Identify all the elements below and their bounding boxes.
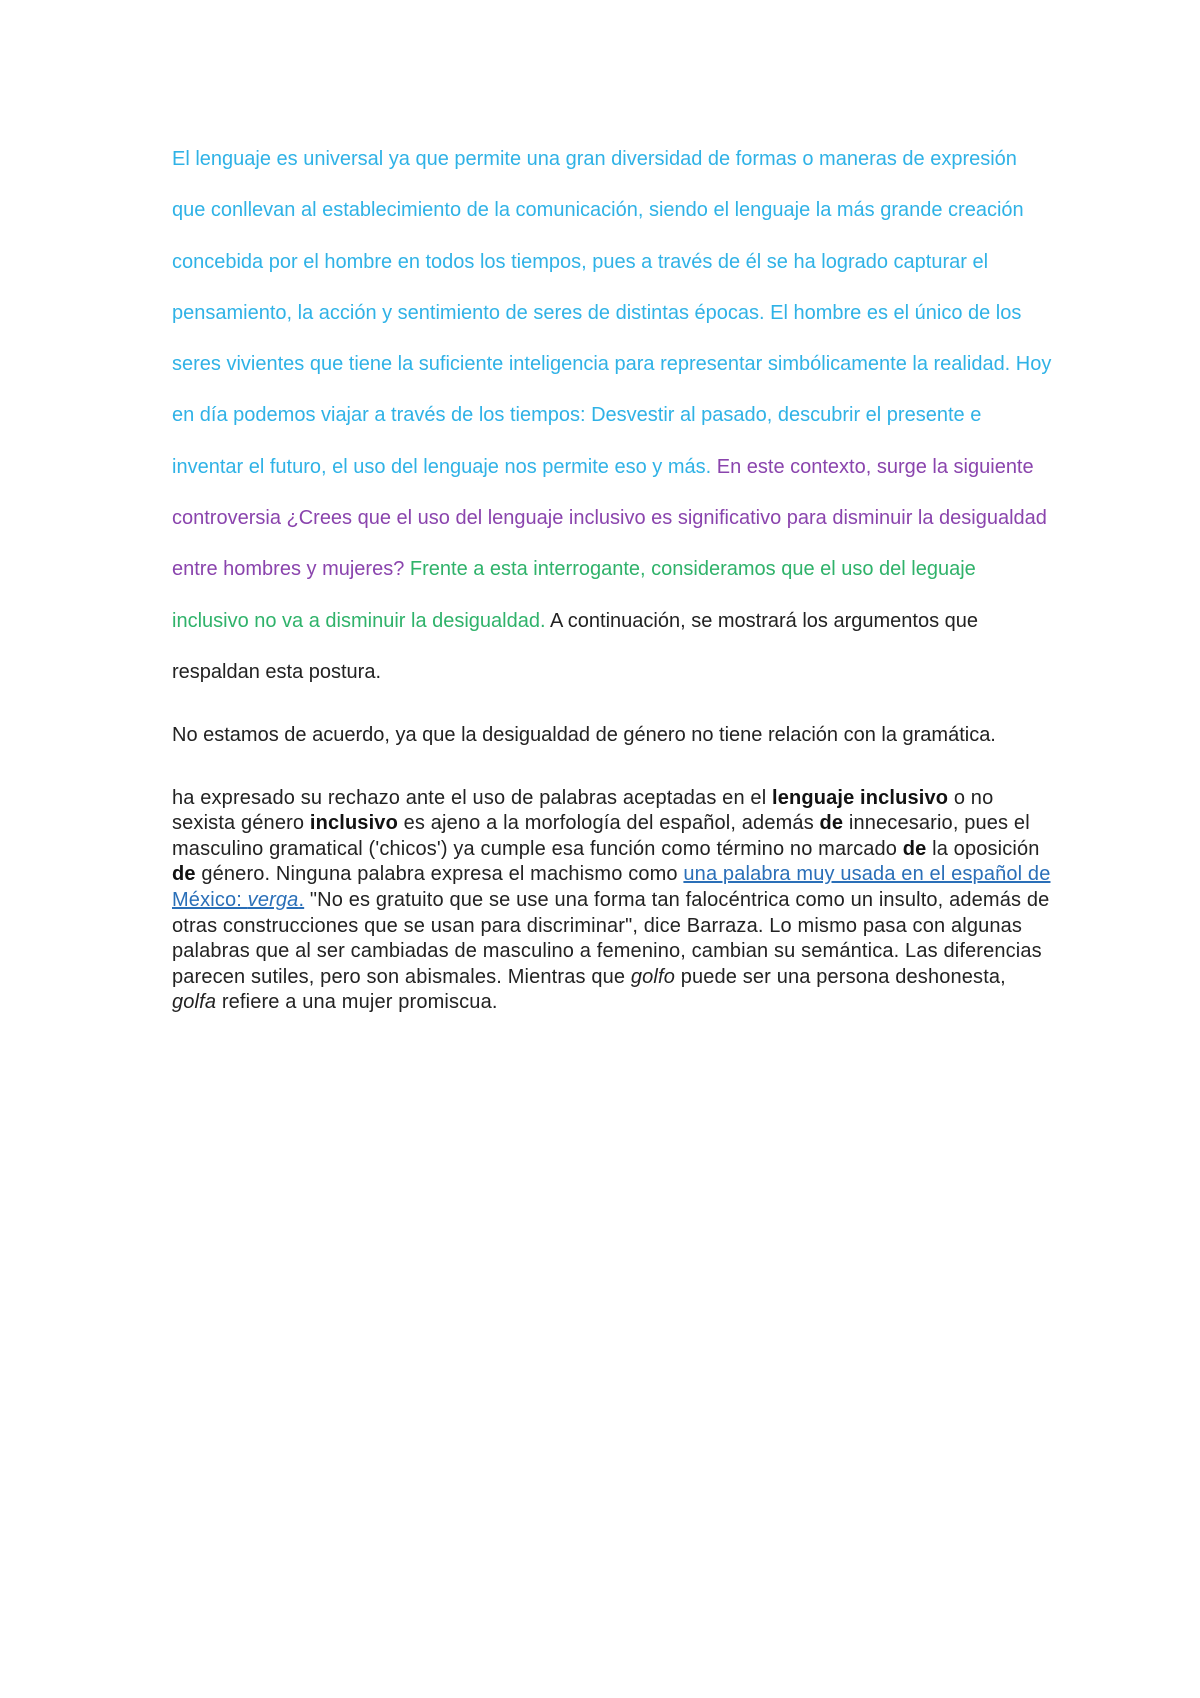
argument-paragraph: No estamos de acuerdo, ya que la desigualdad de género no tiene relación con la gramática.	[172, 724, 996, 747]
link-end: .	[298, 888, 305, 911]
intro-paragraph	[172, 134, 1052, 698]
bold-term: lenguaje inclusivo	[772, 786, 949, 809]
quote-text: género. Ninguna palabra expresa el machismo como	[195, 863, 684, 886]
quote-text: puede ser una persona deshonesta,	[674, 965, 1006, 988]
italic-term: golfo	[630, 965, 675, 988]
intro-text-cyan: El lenguaje es universal ya que permite una gran diversidad de formas o maneras de expresión que conllevan al establecimiento de la comunicación, siendo el lenguaje la más grande creación concebida por el hombre en todos los tiempos, pues a través de él se ha logrado capturar el pensamiento, la acción y sentimiento de seres de distintas épocas. El hombre es el único de los seres vivientes que tiene la suficiente inteligencia para representar simbólicamente la realidad. Hoy en día podemos viajar a través de los tiempos: Desvestir al pasado, descubrir el presente e inventar el futuro, el uso del lenguaje nos permite eso y más.	[172, 148, 1052, 478]
bold-term: de	[172, 863, 196, 886]
link-italic-word: verga	[247, 888, 299, 911]
quote-text: ha expresado su rechazo ante el uso de palabras aceptadas en el	[172, 786, 773, 809]
controversy-question: En este contexto, surge la siguiente controversia ¿Crees que el uso del lenguaje inclusivo es significativo para disminuir la desigualdad entre hombres y mujeres?	[172, 455, 1047, 581]
quoted-paragraph	[172, 786, 1052, 1016]
quote-text: "No es gratuito que se use una forma tan falocéntrica como un insulto, además de otras construcciones que se usan para discriminar", dice Barraza. Lo mismo pasa con algunas palabras que al ser cambiadas de masculino a femenino, cambian su semántica. Las diferencias parecen sutiles, pero son abismales. Mientras que	[172, 888, 1050, 988]
stance-statement: Frente a esta interrogante, consideramos que el uso del leguaje inclusivo no va a disminuir la desigualdad.	[172, 558, 976, 632]
italic-term: golfa	[172, 991, 217, 1014]
quote-text: la oposición	[926, 837, 1040, 860]
quote-text: es ajeno a la morfología del español, además	[397, 812, 820, 835]
intro-closing: A continuación, se mostrará los argumentos que respaldan esta postura.	[172, 609, 979, 683]
document-body	[172, 134, 1052, 1016]
bold-term: de	[902, 837, 927, 860]
quote-text: refiere a una mujer promiscua.	[216, 991, 498, 1014]
bold-term: de	[819, 812, 844, 835]
link-text: una palabra muy usada en el español de México:	[172, 863, 1051, 911]
bold-term: inclusivo	[309, 812, 398, 835]
quote-text: innecesario, pues el masculino gramatical ('chicos') ya cumple esa función como término no marcado	[172, 812, 1030, 860]
quote-text: o no sexista género	[172, 786, 994, 835]
